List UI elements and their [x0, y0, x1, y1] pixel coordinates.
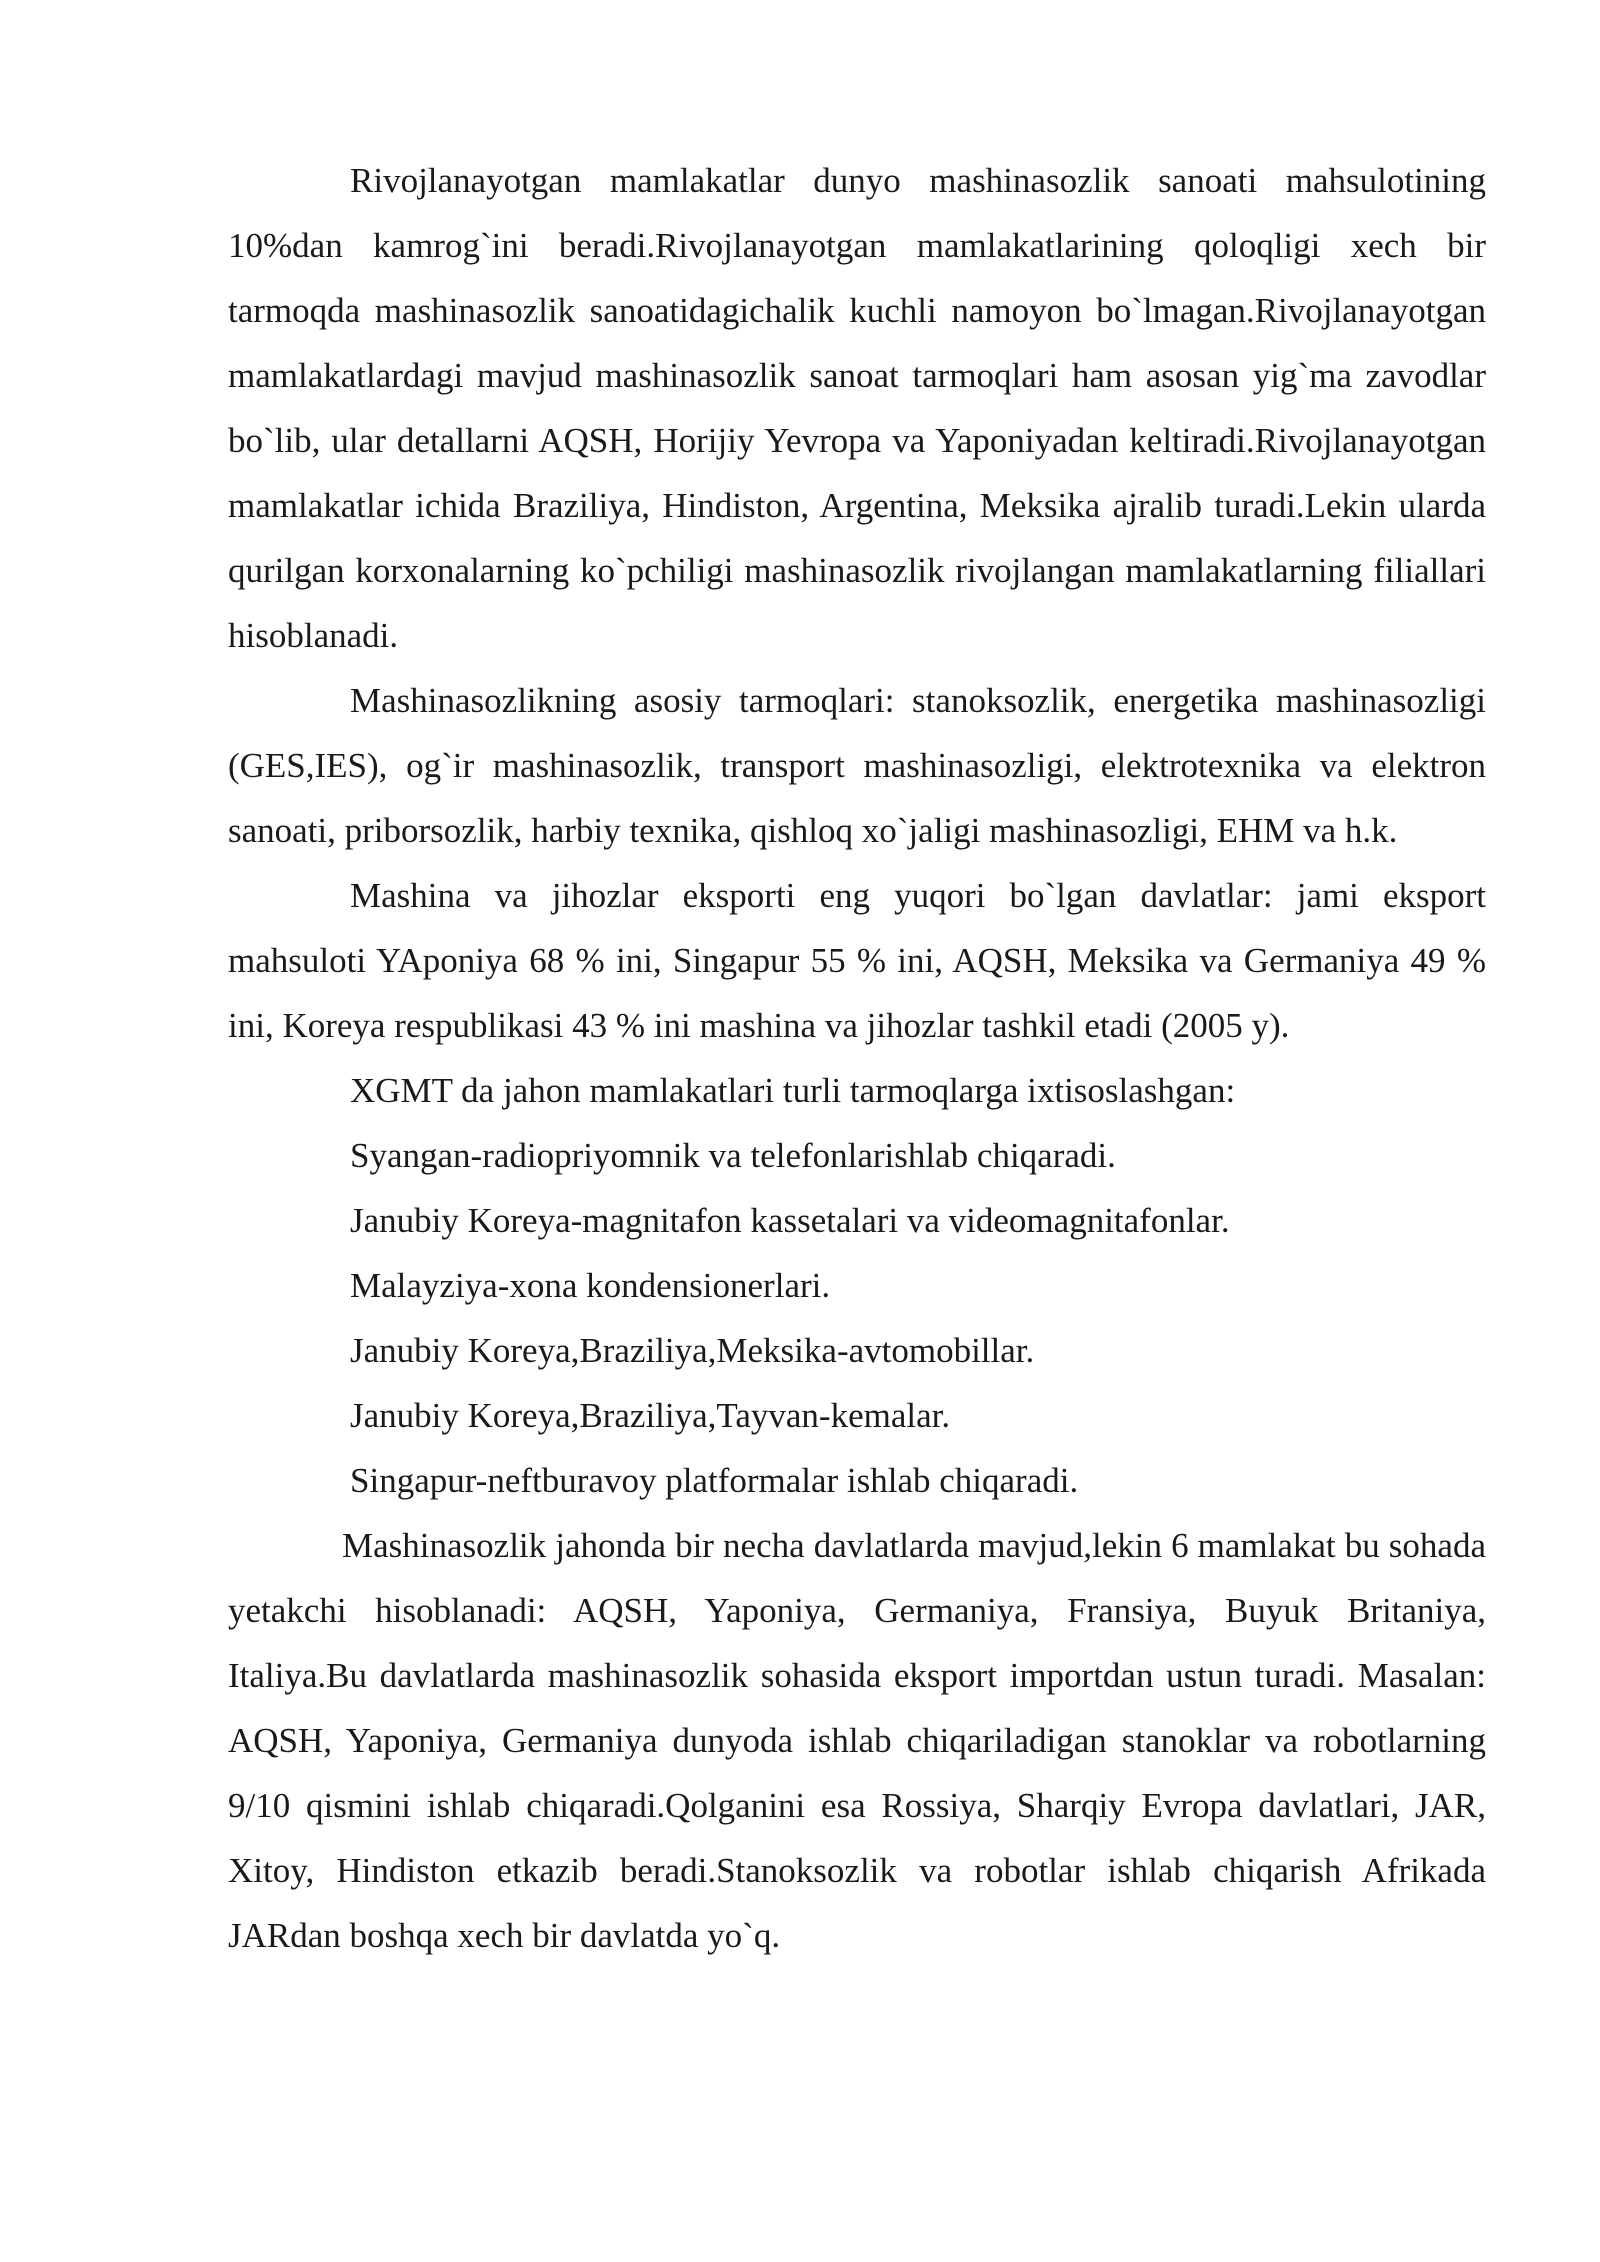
list-item: Janubiy Koreya,Braziliya,Meksika-avtomobillar. [350, 1331, 1035, 1370]
document-page [228, 148, 1486, 1968]
paragraph-main-branches: Mashinasozlikning asosiy tarmoqlari: stanoksozlik, energetika mashinasozligi (GES,IES), og`ir mashinasozlik, transport mashinasozligi, elektrotexnika va elektron sanoati, priborsozlik, harbiy texnika, qishloq xo`jaligi mashinasozligi, EHM va h.k. [228, 681, 1486, 850]
paragraph-specialization-intro: XGMT da jahon mamlakatlari turli tarmoqlarga ixtisoslashgan: [350, 1071, 1236, 1110]
paragraph-export-leaders: Mashina va jihozlar eksporti eng yuqori bo`lgan davlatlar: jami eksport mahsuloti YAponiya 68 % ini, Singapur 55 % ini, AQSH, Meksika va Germaniya 49 % ini, Koreya respublikasi 43 % ini mashina va jihozlar tashkil etadi (2005 y). [228, 876, 1486, 1045]
list-item: Singapur-neftburavoy platformalar ishlab chiqaradi. [350, 1461, 1079, 1500]
list-item: Janubiy Koreya-magnitafon kassetalari va videomagnitafonlar. [350, 1201, 1230, 1240]
list-item: Syangan-radiopriyomnik va telefonlarishlab chiqaradi. [350, 1136, 1116, 1175]
list-item: Malayziya-xona kondensionerlari. [350, 1266, 831, 1305]
paragraph-leading-countries: Mashinasozlik jahonda bir necha davlatlarda mavjud,lekin 6 mamlakat bu sohada yetakchi hisoblanadi: AQSH, Yaponiya, Germaniya, Fransiya, Buyuk Britaniya, Italiya.Bu davlatlarda mashinasozlik sohasida eksport importdan ustun turadi. Masalan: AQSH, Yaponiya, Germaniya dunyoda ishlab chiqariladigan stanoklar va robotlarning 9/10 qismini ishlab chiqaradi.Qolganini esa Rossiya, Sharqiy Evropa davlatlari, JAR, Xitoy, Hindiston etkazib beradi.Stanoksozlik va robotlar ishlab chiqarish Afrikada JARdan boshqa xech bir davlatda yo`q. [228, 1526, 1486, 1955]
list-item: Janubiy Koreya,Braziliya,Tayvan-kemalar. [350, 1396, 951, 1435]
paragraph-developing-countries: Rivojlanayotgan mamlakatlar dunyo mashinasozlik sanoati mahsulotining 10%dan kamrog`ini beradi.Rivojlanayotgan mamlakatlarining qoloqligi xech bir tarmoqda mashinasozlik sanoatidagichalik kuchli namoyon bo`lmagan.Rivojlanayotgan mamlakatlardagi mavjud mashinasozlik sanoat tarmoqlari ham asosan yig`ma zavodlar bo`lib, ular detallarni AQSH, Horijiy Yevropa va Yaponiyadan keltiradi.Rivojlanayotgan mamlakatlar ichida Braziliya, Hindiston, Argentina, Meksika ajralib turadi.Lekin ularda qurilgan korxonalarning ko`pchiligi mashinasozlik rivojlangan mamlakatlarning filiallari hisoblanadi. [228, 161, 1486, 655]
